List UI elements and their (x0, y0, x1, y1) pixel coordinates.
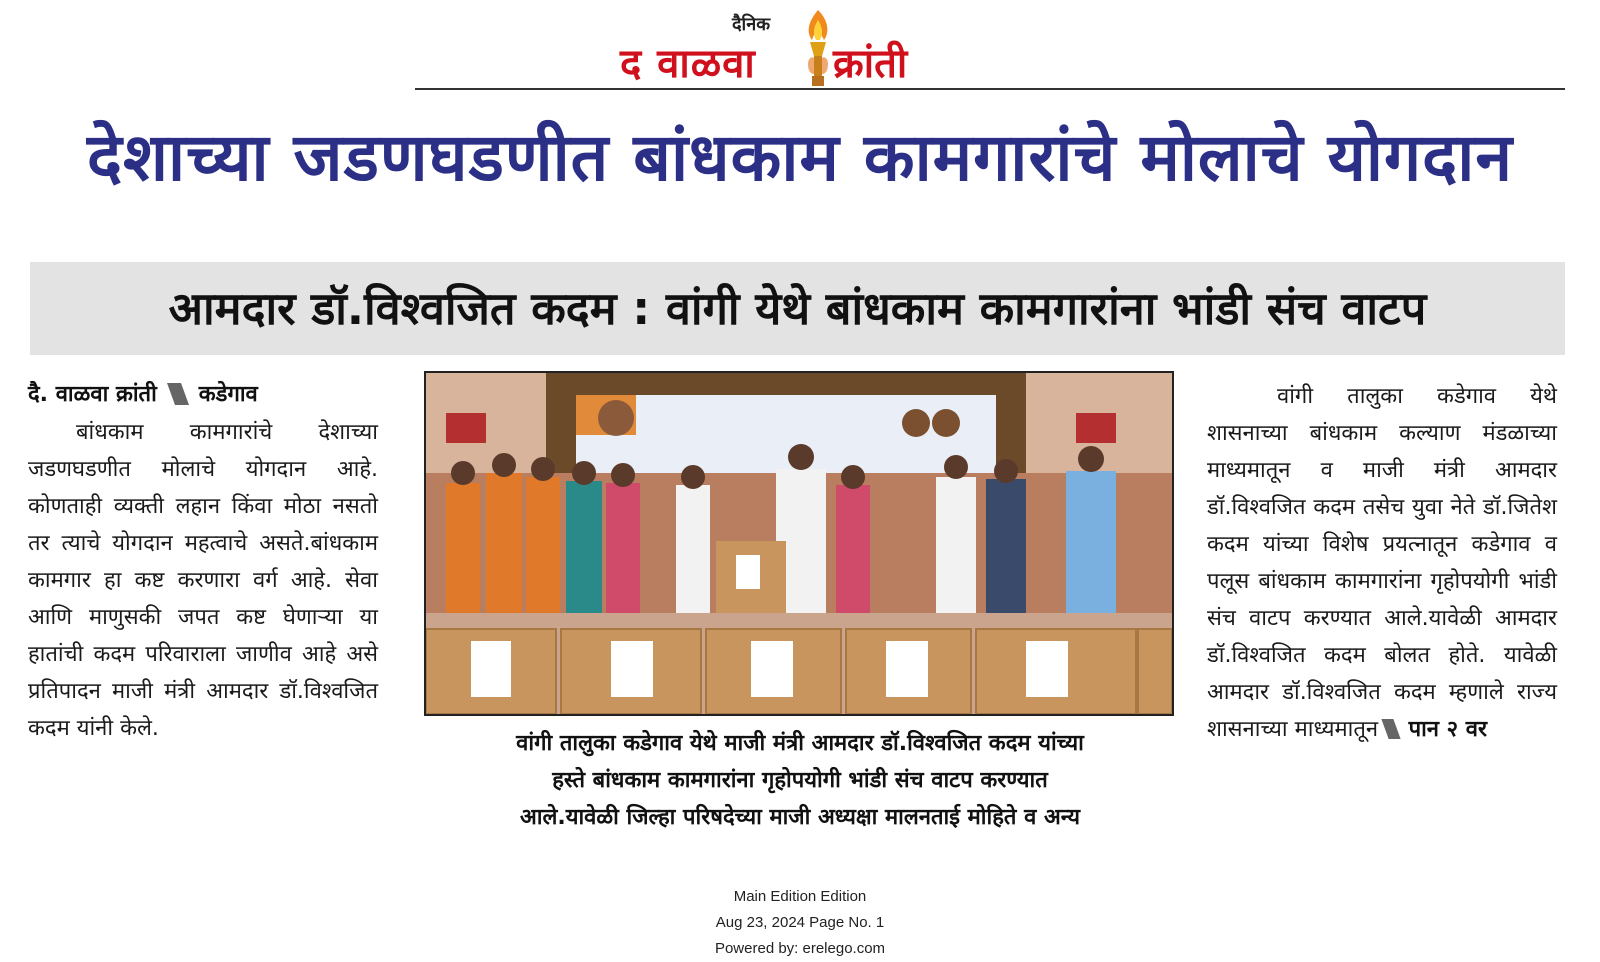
dateline (28, 378, 258, 408)
dateline-place: कडेगाव (198, 382, 258, 407)
edition-date-page: Aug 23, 2024 Page No. 1 (715, 914, 885, 931)
event-photo-illustration (426, 373, 1172, 714)
masthead-name-right: क्रांती (833, 41, 908, 87)
edition-footer (600, 884, 1000, 962)
masthead-daily: दैनिक (732, 14, 771, 35)
news-photo (424, 371, 1174, 716)
continued-label: पान २ वर (1408, 717, 1487, 742)
article-right-text: वांगी तालुका कडेगाव येथे शासनाच्या बांधकाम कल्याण मंडळाच्या माध्यमातून व माजी मंत्री आमदार डॉ.विश्वजित कदम तसेच युवा नेते डॉ.जितेश कदम यांच्या विशेष प्रयत्नातून कडेगाव व पलूस बांधकाम कामगारांना गृहोपयोगी भांडी संच वाटप करण्यात आले.यावेळी आमदार डॉ.विश्वजित कदम बोलत होते. यावेळी आमदार डॉ.विश्वजित कदम म्हणाले राज्य शासनाच्या माध्यमातून (1207, 384, 1557, 742)
masthead-name-left: द वाळवा (620, 41, 756, 87)
article-right-column (1207, 378, 1557, 748)
photo-caption (430, 725, 1170, 836)
caption-line: हस्ते बांधकाम कामगारांना गृहोपयोगी भांडी संच वाटप करण्यात (552, 768, 1048, 793)
subheadline: आमदार डॉ.विश्वजित कदम : वांगी येथे बांधकाम कामगारांना भांडी संच वाटप (30, 262, 1565, 355)
article-left-text: बांधकाम कामगारांचे देशाच्या जडणघडणीत मोलाचे योगदान आहे. कोणताही व्यक्ती लहान किंवा मोठा नसतो तर त्याचे योगदान महत्वाचे असते.बांधकाम कामगार हा कष्ट करणारा वर्ग आहे. सेवा आणि माणुसकी जपत कष्ट घेणाऱ्या या हातांची कदम परिवाराला जाणीव आहे असे प्रतिपादन माजी मंत्री आमदार डॉ.विश्वजित कदम यांनी केले. (28, 420, 378, 741)
caption-line: वांगी तालुका कडेगाव येथे माजी मंत्री आमदार डॉ.विश्वजित कदम यांच्या (516, 731, 1084, 756)
edition-label: Main Edition Edition (733, 888, 867, 905)
slash-divider-icon (167, 383, 189, 405)
dateline-paper: दै. वाळवा क्रांती (28, 382, 157, 407)
main-headline: देशाच्या जडणघडणीत बांधकाम कामगारांचे मोलाचे योगदान (87, 119, 1513, 196)
masthead-logo (620, 8, 980, 86)
continued-marker (1325, 711, 1487, 748)
torch-icon (800, 8, 836, 88)
masthead-rule (415, 88, 1565, 90)
powered-by: Powered by: erelego.com (714, 940, 886, 957)
caption-line: आले.यावेळी जिल्हा परिषदेच्या माजी अध्यक्षा मालनताई मोहिते व अन्य (519, 805, 1081, 830)
slash-divider-icon (1381, 719, 1400, 739)
article-left-column (28, 414, 378, 747)
